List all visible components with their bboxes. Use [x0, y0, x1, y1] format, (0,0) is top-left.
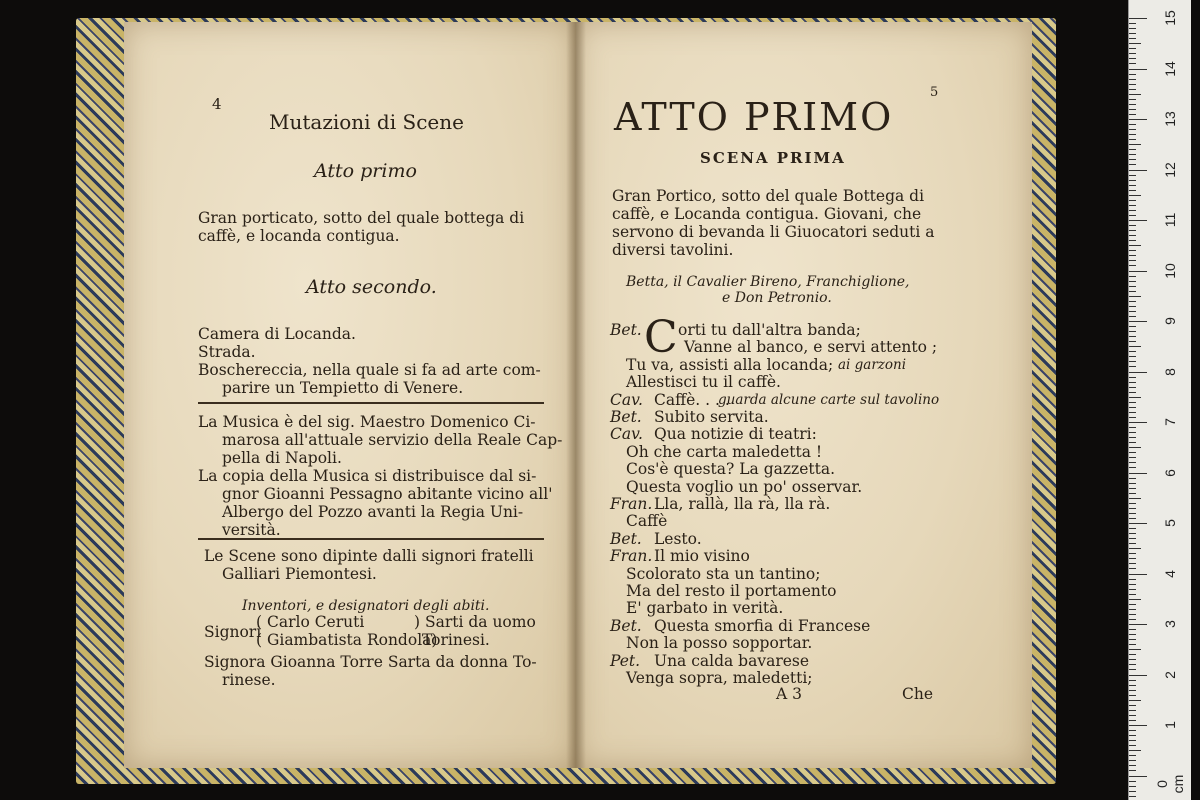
ruler-tick: [1129, 422, 1147, 423]
ruler-tick: [1129, 326, 1136, 327]
ruler-tick: [1129, 220, 1147, 221]
ruler-tick: [1129, 770, 1136, 771]
act1-heading: Atto primo: [314, 160, 417, 182]
ruler-tick: [1129, 690, 1136, 691]
page-title: Mutazioni di Scene: [269, 110, 464, 134]
ruler-tick: [1129, 392, 1136, 393]
ruler-tick: [1129, 796, 1136, 797]
ruler-tick: [1129, 53, 1136, 54]
ruler-tick: [1129, 291, 1136, 292]
ruler-tick: [1129, 74, 1136, 75]
dialogue-line: E' garbato in verità.: [626, 599, 784, 618]
ruler-tick: [1129, 28, 1136, 29]
ruler-tick: [1129, 230, 1136, 231]
act2-heading: Atto secondo.: [306, 276, 437, 298]
ruler-tick: [1129, 725, 1147, 726]
ruler-number: 14: [1162, 60, 1178, 77]
ruler-tick: [1129, 427, 1136, 428]
signori-label: Signori: [204, 623, 262, 641]
ruler-tick: [1129, 543, 1136, 544]
ruler-tick: [1129, 467, 1136, 468]
drop-cap: C: [644, 312, 678, 363]
ruler-tick: [1129, 134, 1136, 135]
dialogue-line: Oh che carta maledetta !: [626, 442, 823, 461]
ruler-tick: [1129, 139, 1136, 140]
ruler-tick: [1129, 356, 1136, 357]
ruler-number: 3: [1162, 620, 1178, 628]
ruler-tick: [1129, 574, 1147, 575]
ruler-tick: [1129, 271, 1147, 272]
ruler-tick: [1129, 372, 1147, 373]
ruler-tick: [1129, 781, 1136, 782]
ruler-tick: [1129, 240, 1136, 241]
ruler-tick: [1129, 336, 1136, 337]
ruler-tick: [1129, 69, 1147, 70]
text-line: Signora Gioanna Torre Sarta da donna To-: [204, 653, 537, 671]
ruler-number: 2: [1162, 670, 1178, 679]
catchword: Che: [902, 685, 934, 703]
ruler-tick: [1129, 402, 1136, 403]
ruler-tick: [1129, 79, 1136, 80]
ruler-tick: [1129, 675, 1147, 676]
dialogue-line: orti tu dall'altra banda;: [678, 321, 861, 339]
text-line: parire un Tempietto di Venere.: [222, 379, 464, 397]
ruler-tick: [1129, 760, 1136, 761]
ruler-number: 4: [1162, 569, 1178, 578]
ruler-number: 8: [1162, 367, 1178, 376]
stage-direction: ai garzoni: [838, 356, 907, 373]
ruler-tick: [1129, 639, 1136, 640]
ruler-tick: [1129, 104, 1136, 105]
ruler-tick: [1129, 306, 1136, 307]
ruler-tick: [1129, 498, 1141, 499]
text-line: marosa all'attuale servizio della Reale Cap-: [222, 431, 563, 449]
ruler-number: 6: [1162, 468, 1178, 477]
ruler-tick: [1129, 629, 1136, 630]
dialogue-line: Ma del resto il portamento: [626, 582, 837, 600]
ruler-tick: [1129, 750, 1141, 751]
ruler-tick: [1129, 644, 1136, 645]
text-line: La Musica è del sig. Maestro Domenico Ci-: [198, 413, 536, 431]
ruler-tick: [1129, 286, 1136, 287]
ruler-tick: [1129, 624, 1147, 625]
ruler-tick: [1129, 558, 1136, 559]
ruler-tick: [1129, 619, 1136, 620]
ruler-tick: [1129, 659, 1136, 660]
ruler-tick: [1129, 533, 1136, 534]
ruler-tick: [1129, 609, 1136, 610]
dialogue-line: Una calda bavarese: [654, 651, 810, 670]
ruler-tick: [1129, 735, 1136, 736]
ruler-tick: [1129, 563, 1136, 564]
dialogue-line: Caffè: [626, 512, 668, 531]
ruler-tick: [1129, 705, 1136, 706]
speaker-name: Fran.: [610, 495, 653, 513]
ruler-tick: [1129, 503, 1136, 504]
text-line: Gran Portico, sotto del quale Bottega di: [612, 187, 925, 205]
ruler-tick: [1129, 528, 1136, 529]
text-line: rinese.: [222, 671, 276, 689]
ruler-tick: [1129, 235, 1136, 236]
text-line: Galliari Piemontesi.: [222, 565, 377, 583]
ruler-tick: [1129, 695, 1136, 696]
ruler-tick: [1129, 432, 1136, 433]
text-line: ( Giambatista Rondola): [256, 631, 438, 649]
ruler-tick: [1129, 377, 1136, 378]
page-number: 5: [930, 85, 939, 100]
text-line: ) Sarti da uomo: [414, 613, 536, 631]
page-title: ATTO PRIMO: [614, 95, 894, 139]
ruler-number: 9: [1162, 317, 1178, 325]
ruler-tick: [1129, 568, 1136, 569]
ruler-tick: [1129, 164, 1136, 165]
ruler-tick: [1129, 523, 1147, 524]
ruler-tick: [1129, 685, 1136, 686]
ruler-tick: [1129, 301, 1136, 302]
scene-subtitle: SCENA PRIMA: [700, 149, 846, 167]
ruler-tick: [1129, 99, 1136, 100]
ruler-tick: [1129, 745, 1136, 746]
ruler-tick: [1129, 43, 1141, 44]
ruler-tick: [1129, 63, 1136, 64]
ruler-tick: [1129, 321, 1147, 322]
ruler-tick: [1129, 407, 1136, 408]
ruler-tick: [1129, 311, 1136, 312]
stage-direction: guarda alcune carte sul tavolino: [718, 391, 940, 408]
ruler-tick: [1129, 210, 1136, 211]
ruler-tick: [1129, 331, 1136, 332]
ruler-tick: [1129, 281, 1136, 282]
text-line: Le Scene sono dipinte dalli signori fratelli: [204, 547, 534, 565]
text-line: Albergo del Pozzo avanti la Regia Uni-: [222, 503, 524, 521]
ruler-tick: [1129, 791, 1136, 792]
ruler-tick: [1129, 755, 1136, 756]
ruler-tick: [1129, 180, 1136, 181]
signature-mark: A 3: [776, 685, 802, 703]
ruler-tick: [1129, 417, 1136, 418]
ruler-tick: [1129, 185, 1136, 186]
speaker-name: Bet.: [610, 529, 642, 548]
dialogue-line: Cos'è questa? La gazzetta.: [626, 460, 836, 479]
ruler-tick: [1129, 710, 1136, 711]
left-page: [124, 22, 576, 768]
ruler-tick: [1129, 447, 1141, 448]
costume-heading: Inventori, e designatori degli abiti.: [242, 598, 490, 614]
ruler-tick: [1129, 387, 1136, 388]
ruler-tick: [1129, 190, 1136, 191]
book-gutter: [566, 22, 586, 768]
ruler-tick: [1129, 260, 1136, 261]
dialogue-line: Non la posso sopportar.: [626, 634, 813, 653]
dialogue-line: Vanne al banco, e servi attento ;: [684, 338, 938, 357]
ruler-tick: [1129, 366, 1136, 367]
page-number: 4: [212, 95, 222, 113]
measuring-ruler: [1128, 0, 1191, 800]
ruler-tick: [1129, 437, 1136, 438]
dialogue-line: Questa voglio un po' osservar.: [626, 477, 863, 496]
ruler-tick: [1129, 119, 1147, 120]
speaker-name: Fran.: [610, 547, 653, 566]
ruler-tick: [1129, 786, 1136, 787]
text-line: Torinesi.: [422, 631, 490, 649]
divider: [198, 402, 544, 404]
ruler-tick: [1129, 361, 1136, 362]
ruler-tick: [1129, 382, 1136, 383]
ruler-tick: [1129, 124, 1136, 125]
ruler-tick: [1129, 33, 1136, 34]
ruler-tick: [1129, 473, 1147, 474]
dialogue-line: Caffè. . . .: [654, 390, 730, 409]
dialogue-line: Questa smorfia di Francese: [654, 616, 871, 635]
text-line: Strada.: [198, 343, 256, 361]
ruler-tick: [1129, 129, 1136, 130]
ruler-number: 5: [1162, 519, 1178, 527]
ruler-tick: [1129, 296, 1141, 297]
ruler-tick: [1129, 584, 1136, 585]
ruler-tick: [1129, 175, 1136, 176]
ruler-tick: [1129, 48, 1136, 49]
ruler-tick: [1129, 700, 1141, 701]
text-line: pella di Napoli.: [222, 449, 342, 467]
ruler-tick: [1129, 634, 1136, 635]
ruler-tick: [1129, 649, 1141, 650]
text-line: gnor Gioanni Pessagno abitante vicino all': [222, 485, 553, 503]
ruler-tick: [1129, 579, 1136, 580]
text-line: caffè, e Locanda contigua. Giovani, che: [612, 205, 922, 223]
ruler-tick: [1129, 442, 1136, 443]
ruler-number: 0 cm: [1154, 774, 1186, 793]
ruler-tick: [1129, 200, 1136, 201]
ruler-tick: [1129, 94, 1141, 95]
ruler-tick: [1129, 23, 1136, 24]
text-line: caffè, e locanda contigua.: [198, 227, 400, 245]
ruler-tick: [1129, 518, 1136, 519]
ruler-tick: [1129, 488, 1136, 489]
ruler-tick: [1129, 144, 1141, 145]
speaker-name: Cav.: [610, 390, 643, 409]
ruler-tick: [1129, 765, 1136, 766]
ruler-tick: [1129, 669, 1136, 670]
ruler-tick: [1129, 38, 1136, 39]
ruler-tick: [1129, 548, 1141, 549]
ruler-tick: [1129, 205, 1136, 206]
ruler-number: 7: [1162, 418, 1178, 426]
ruler-tick: [1129, 457, 1136, 458]
ruler-tick: [1129, 462, 1136, 463]
text-line: diversi tavolini.: [612, 241, 734, 259]
speaker-name: Bet.: [610, 408, 642, 426]
ruler-tick: [1129, 255, 1136, 256]
ruler-tick: [1129, 276, 1136, 277]
ruler-number: 11: [1162, 212, 1178, 228]
ruler-tick: [1129, 720, 1136, 721]
ruler-tick: [1129, 776, 1147, 777]
ruler-number: 15: [1162, 10, 1178, 26]
dialogue-line: Allestisci tu il caffè.: [626, 373, 781, 392]
ruler-tick: [1129, 149, 1136, 150]
text-line: Betta, il Cavalier Bireno, Franchiglione,: [626, 274, 910, 290]
ruler-tick: [1129, 346, 1141, 347]
ruler-tick: [1129, 84, 1136, 85]
ruler-tick: [1129, 316, 1136, 317]
ruler-tick: [1129, 594, 1136, 595]
ruler-tick: [1129, 664, 1136, 665]
ruler-tick: [1129, 483, 1136, 484]
text-line: e Don Petronio.: [722, 290, 832, 306]
dialogue-line: Lla, rallà, lla rà, lla rà.: [654, 495, 831, 513]
ruler-tick: [1129, 245, 1141, 246]
ruler-tick: [1129, 493, 1136, 494]
ruler-tick: [1129, 513, 1136, 514]
text-line: La copia della Musica si distribuisce dal si-: [198, 467, 537, 485]
ruler-number: 12: [1162, 161, 1178, 178]
ruler-tick: [1129, 114, 1136, 115]
ruler-tick: [1129, 740, 1136, 741]
ruler-tick: [1129, 215, 1136, 216]
ruler-tick: [1129, 614, 1136, 615]
ruler-tick: [1129, 730, 1136, 731]
ruler-tick: [1129, 154, 1136, 155]
ruler-tick: [1129, 159, 1136, 160]
ruler-tick: [1129, 478, 1136, 479]
speaker-name: Pet.: [610, 651, 641, 670]
ruler-number: 1: [1162, 721, 1178, 729]
text-line: versità.: [222, 521, 281, 539]
dialogue-line: Venga sopra, maledetti;: [626, 669, 813, 687]
dialogue-line: Qua notizie di teatri:: [654, 425, 817, 444]
text-line: Gran porticato, sotto del quale bottega di: [198, 209, 525, 227]
dialogue-line: Scolorato sta un tantino;: [626, 564, 821, 583]
ruler-tick: [1129, 715, 1136, 716]
ruler-tick: [1129, 412, 1136, 413]
divider: [198, 538, 544, 540]
ruler-tick: [1129, 604, 1136, 605]
text-line: ( Carlo Ceruti: [256, 613, 365, 631]
ruler-tick: [1129, 58, 1136, 59]
right-page: [576, 22, 1032, 768]
ruler-tick: [1129, 250, 1136, 251]
dialogue-line: Lesto.: [654, 529, 702, 548]
ruler-tick: [1129, 508, 1136, 509]
ruler-tick: [1129, 351, 1136, 352]
ruler-tick: [1129, 654, 1136, 655]
ruler-tick: [1129, 195, 1141, 196]
ruler-tick: [1129, 680, 1136, 681]
ruler-tick: [1129, 170, 1147, 171]
ruler-tick: [1129, 452, 1136, 453]
text-line: servono di bevanda li Giuocatori seduti a: [612, 223, 935, 241]
ruler-tick: [1129, 89, 1136, 90]
ruler-tick: [1129, 225, 1136, 226]
ruler-tick: [1129, 109, 1136, 110]
ruler-tick: [1129, 538, 1136, 539]
dialogue-line: Tu va, assisti alla locanda;: [626, 355, 834, 374]
dialogue-line: Il mio visino: [654, 547, 750, 566]
text-line: Boschereccia, nella quale si fa ad arte com-: [198, 361, 541, 379]
ruler-tick: [1129, 589, 1136, 590]
ruler-number: 13: [1162, 111, 1178, 127]
ruler-number: 10: [1162, 262, 1178, 279]
ruler-tick: [1129, 553, 1136, 554]
dialogue-line: Subito servita.: [654, 408, 769, 426]
speaker-name: Cav.: [610, 425, 643, 444]
ruler-tick: [1129, 18, 1147, 19]
ruler-tick: [1129, 265, 1136, 266]
speaker-name: Bet.: [610, 321, 642, 339]
ruler-tick: [1129, 599, 1141, 600]
ruler-tick: [1129, 397, 1141, 398]
text-line: Camera di Locanda.: [198, 325, 356, 343]
ruler-tick: [1129, 341, 1136, 342]
speaker-name: Bet.: [610, 616, 642, 635]
